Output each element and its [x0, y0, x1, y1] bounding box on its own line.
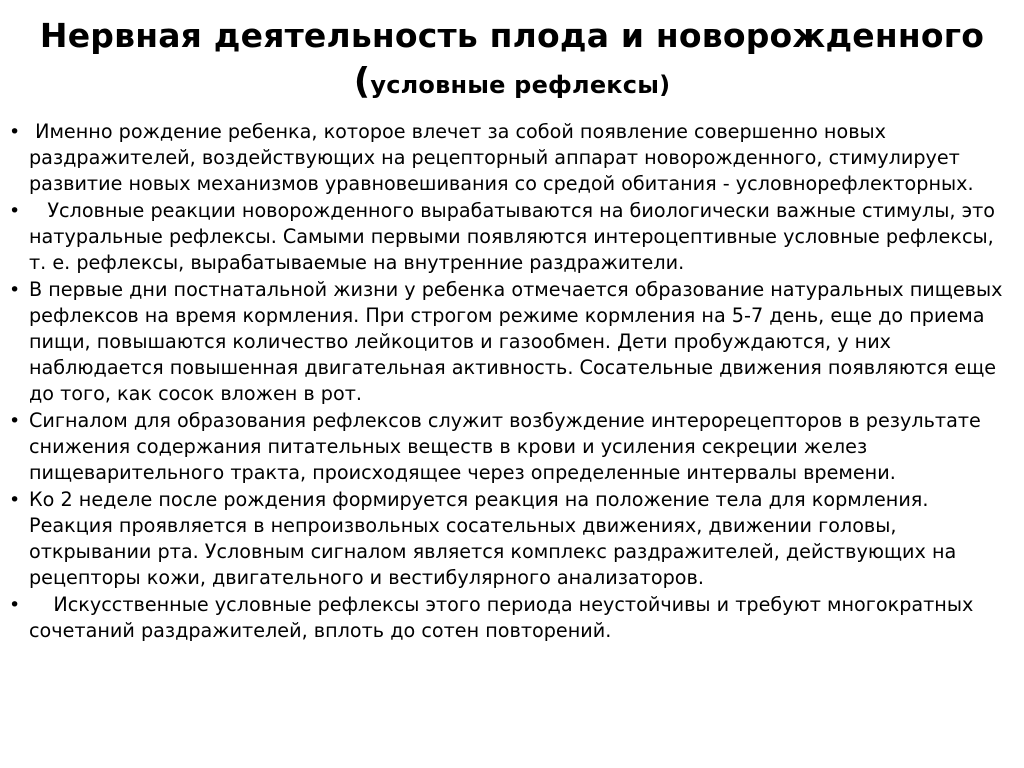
bullet-item — [0, 198, 1024, 276]
title-open-paren: ( — [353, 61, 371, 102]
bullet-marker: • — [9, 594, 21, 616]
bullet-text: Искусственные условные рефлексы этого периода неустойчивы и требуют многократных сочетаний раздражителей, вплоть до сотен повторений. — [29, 593, 980, 642]
bullet-item — [0, 277, 1024, 407]
bullet-text: Сигналом для образования рефлексов служит возбуждение интерорецепторов в результате снижения содержания питательных веществ в крови и усиления секреции желез пищеварительного тракта, происходящее через определенные интервалы времени. — [29, 409, 987, 484]
bullet-marker: • — [9, 410, 21, 432]
title-close-paren: ) — [659, 71, 671, 99]
title-main: Нервная деятельность плода и новорожденного — [39, 16, 985, 55]
bullet-marker: • — [9, 121, 21, 143]
bullet-marker: • — [9, 489, 21, 511]
bullet-item — [0, 119, 1024, 197]
bullet-item — [0, 487, 1024, 591]
bullet-list — [0, 119, 1024, 645]
bullet-text: Именно рождение ребенка, которое влечет за собой появление совершенно новых раздражителей, воздействующих на рецепторный аппарат новорожденного, стимулирует развитие новых механизмов уравновешивания со средой обитания - условнорефлекторных. — [29, 120, 974, 195]
title-subtitle-text: условные рефлексы — [370, 71, 660, 99]
slide-title — [0, 14, 1024, 110]
bullet-text: Ко 2 неделе после рождения формируется реакция на положение тела для кормления. Реакция проявляется в непроизвольных сосательных движениях, движении головы, открывании рта. Условным сигналом является комплекс раздражителей, действующих на рецепторы кожи, двигательного и вестибулярного анализаторов. — [29, 488, 963, 589]
bullet-item — [0, 408, 1024, 486]
bullet-marker: • — [9, 279, 21, 301]
bullet-text: Условные реакции новорожденного вырабатываются на биологически важные стимулы, это натуральные рефлексы. Самыми первыми появляются интероцептивные условные рефлексы, т. е. рефлексы, вырабатываемые на внутренние раздражители. — [29, 199, 1002, 274]
bullet-marker: • — [9, 200, 21, 222]
title-subtitle — [0, 60, 1024, 110]
bullet-item — [0, 592, 1024, 644]
bullet-text: В первые дни постнатальной жизни у ребенка отмечается образование натуральных пищевых рефлексов на время кормления. При строгом режиме кормления на 5-7 день, еще до приема пищи, повышаются количество лейкоцитов и газообмен. Дети пробуждаются, у них наблюдается повышенная двигательная активность. Сосательные движения появляются еще до того, как сосок вложен в рот. — [29, 278, 1009, 405]
